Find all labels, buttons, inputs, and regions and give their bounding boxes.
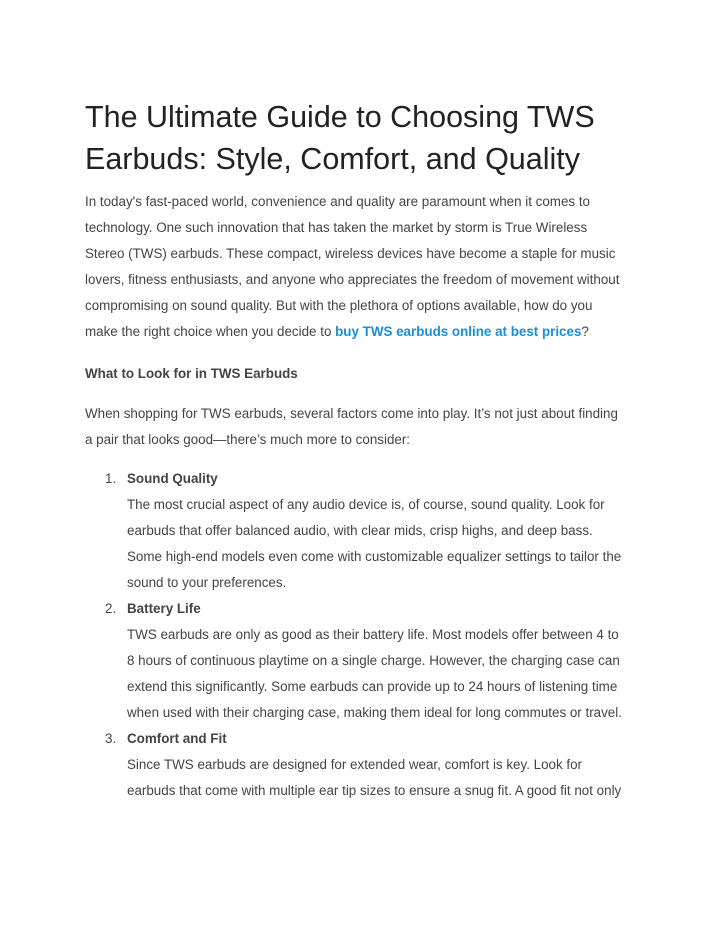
list-number: 1. [105, 471, 117, 486]
intro-line: Stereo (TWS) earbuds. These compact, wireless devices have become a staple for music [85, 246, 616, 261]
list-item-line: The most crucial aspect of any audio device is, of course, sound quality. Look for [127, 497, 605, 512]
list-item-line: extend this significantly. Some earbuds can provide up to 24 hours of listening time [127, 679, 618, 694]
list-item-sound-quality [85, 466, 645, 596]
list-item-line: Some high-end models even come with customizable equalizer settings to tailor the [127, 549, 622, 564]
intro-line: In today's fast-paced world, convenience and quality are paramount when it comes to [85, 194, 590, 209]
intro-paragraph [85, 189, 619, 345]
page-title [85, 96, 595, 180]
list-item-title: Comfort and Fit [127, 731, 227, 746]
intro-line: technology. One such innovation that has taken the market by storm is True Wireless [85, 220, 588, 235]
intro-last-line [85, 319, 619, 345]
list-number: 3. [105, 731, 117, 746]
intro-last-line-suffix: ? [581, 324, 589, 339]
list-item-line: sound to your preferences. [127, 575, 287, 590]
list-item-line: earbuds that offer balanced audio, with clear mids, crisp highs, and deep bass. [127, 523, 593, 538]
intro-last-line-prefix: make the right choice when you decide to [85, 324, 336, 339]
buy-tws-earbuds-link[interactable]: buy TWS earbuds online at best prices [335, 324, 582, 339]
intro-line: lovers, fitness enthusiasts, and anyone who appreciates the freedom of movement without [85, 272, 620, 287]
when-line: When shopping for TWS earbuds, several factors come into play. It’s not just about finding [85, 406, 618, 421]
list-item-line: TWS earbuds are only as good as their battery life. Most models offer between 4 to [127, 627, 619, 642]
list-item-battery-life [85, 596, 645, 726]
list-item-comfort-and-fit [85, 726, 645, 804]
list-item-title: Sound Quality [127, 471, 218, 486]
section-heading: What to Look for in TWS Earbuds [85, 366, 298, 381]
title-line: Earbuds: Style, Comfort, and Quality [85, 142, 580, 176]
list-item-line: Since TWS earbuds are designed for extended wear, comfort is key. Look for [127, 757, 583, 772]
when-line: a pair that looks good—there’s much more to consider: [85, 432, 411, 447]
list-item-line: when used with their charging case, making them ideal for long commutes or travel. [127, 705, 622, 720]
factors-list [85, 466, 645, 804]
title-line: The Ultimate Guide to Choosing TWS [85, 100, 595, 134]
when-paragraph [85, 401, 618, 453]
list-item-line: earbuds that come with multiple ear tip sizes to ensure a snug fit. A good fit not only [127, 783, 622, 798]
list-item-title: Battery Life [127, 601, 201, 616]
list-item-line: 8 hours of continuous playtime on a single charge. However, the charging case can [127, 653, 620, 668]
list-number: 2. [105, 601, 117, 616]
intro-line: compromising on sound quality. But with the plethora of options available, how do you [85, 298, 593, 313]
